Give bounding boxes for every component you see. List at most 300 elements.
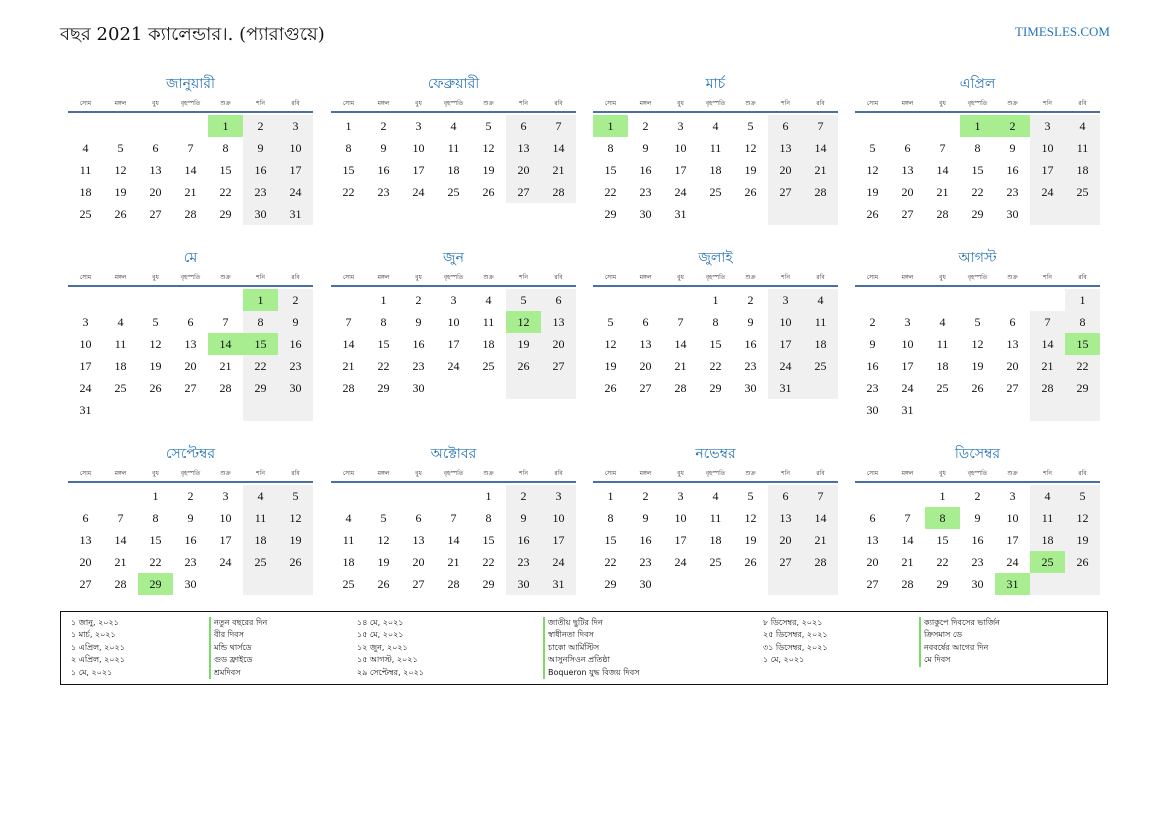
- day-cell[interactable]: 6: [152, 141, 159, 155]
- day-cell[interactable]: 12: [149, 337, 162, 351]
- day-cell[interactable]: 13: [1006, 337, 1019, 351]
- day-cell[interactable]: 26: [971, 381, 984, 395]
- day-cell[interactable]: 18: [709, 533, 722, 547]
- day-cell[interactable]: 8: [380, 315, 387, 329]
- day-cell[interactable]: 21: [674, 359, 687, 373]
- day-cell[interactable]: 29: [709, 381, 722, 395]
- day-cell[interactable]: 6: [82, 511, 89, 525]
- day-cell[interactable]: 19: [506, 333, 541, 355]
- day-cell[interactable]: 14: [541, 137, 576, 159]
- day-cell[interactable]: 11: [709, 511, 722, 525]
- day-cell[interactable]: 5: [1065, 485, 1100, 507]
- day-cell[interactable]: 15: [604, 533, 617, 547]
- day-cell[interactable]: 25: [114, 381, 127, 395]
- day-cell[interactable]: 25: [447, 185, 460, 199]
- day-cell[interactable]: 22: [604, 185, 617, 199]
- day-cell[interactable]: 15: [936, 533, 949, 547]
- day-cell[interactable]: 9: [747, 315, 754, 329]
- day-cell[interactable]: 6: [541, 289, 576, 311]
- day-cell[interactable]: 15: [971, 163, 984, 177]
- day-cell[interactable]: 22: [709, 359, 722, 373]
- day-cell[interactable]: 26: [482, 185, 495, 199]
- day-cell[interactable]: 18: [936, 359, 949, 373]
- day-cell[interactable]: 7: [541, 115, 576, 137]
- day-cell[interactable]: 12: [866, 163, 879, 177]
- day-cell[interactable]: 27: [901, 207, 914, 221]
- day-cell[interactable]: 17: [674, 163, 687, 177]
- day-cell[interactable]: 11: [447, 141, 460, 155]
- day-cell[interactable]: 8: [925, 507, 960, 529]
- day-cell[interactable]: 1: [712, 293, 719, 307]
- day-cell[interactable]: 9: [278, 311, 313, 333]
- day-cell[interactable]: 1: [243, 289, 278, 311]
- day-cell[interactable]: 21: [447, 555, 460, 569]
- day-cell[interactable]: 11: [482, 315, 495, 329]
- day-cell[interactable]: 20: [541, 333, 576, 355]
- day-cell[interactable]: 3: [677, 119, 684, 133]
- day-cell[interactable]: 8: [1065, 311, 1100, 333]
- day-cell[interactable]: 3: [278, 115, 313, 137]
- day-cell[interactable]: 29: [219, 207, 232, 221]
- day-cell[interactable]: 25: [482, 359, 495, 373]
- day-cell[interactable]: 9: [243, 137, 278, 159]
- day-cell[interactable]: 3: [222, 489, 229, 503]
- day-cell[interactable]: 10: [1006, 511, 1019, 525]
- day-cell[interactable]: 27: [506, 181, 541, 203]
- day-cell[interactable]: 14: [114, 533, 127, 547]
- day-cell[interactable]: 8: [345, 141, 352, 155]
- day-cell[interactable]: 5: [506, 289, 541, 311]
- day-cell[interactable]: 1: [345, 119, 352, 133]
- day-cell[interactable]: 23: [639, 555, 652, 569]
- day-cell[interactable]: 20: [866, 555, 879, 569]
- day-cell[interactable]: 7: [677, 315, 684, 329]
- day-cell[interactable]: 4: [117, 315, 124, 329]
- day-cell[interactable]: 7: [939, 141, 946, 155]
- day-cell[interactable]: 4: [1030, 485, 1065, 507]
- day-cell[interactable]: 7: [450, 511, 457, 525]
- day-cell[interactable]: 24: [1006, 555, 1019, 569]
- day-cell[interactable]: 6: [642, 315, 649, 329]
- day-cell[interactable]: 18: [1030, 529, 1065, 551]
- day-cell[interactable]: 7: [222, 315, 229, 329]
- day-cell[interactable]: 11: [342, 533, 355, 547]
- day-cell[interactable]: 30: [971, 577, 984, 591]
- day-cell[interactable]: 25: [709, 185, 722, 199]
- day-cell[interactable]: 21: [1030, 355, 1065, 377]
- day-cell[interactable]: 5: [747, 119, 754, 133]
- day-cell[interactable]: 19: [744, 533, 757, 547]
- day-cell[interactable]: 1: [939, 489, 946, 503]
- day-cell[interactable]: 26: [604, 381, 617, 395]
- day-cell[interactable]: 29: [971, 207, 984, 221]
- day-cell[interactable]: 10: [79, 337, 92, 351]
- day-cell[interactable]: 7: [117, 511, 124, 525]
- day-cell[interactable]: 27: [412, 577, 425, 591]
- day-cell[interactable]: 16: [412, 337, 425, 351]
- day-cell[interactable]: 29: [604, 207, 617, 221]
- day-cell[interactable]: 29: [377, 381, 390, 395]
- day-cell[interactable]: 21: [901, 555, 914, 569]
- day-cell[interactable]: 20: [768, 159, 803, 181]
- day-cell[interactable]: 24: [901, 381, 914, 395]
- day-cell[interactable]: 23: [412, 359, 425, 373]
- day-cell[interactable]: 12: [1065, 507, 1100, 529]
- day-cell[interactable]: 23: [866, 381, 879, 395]
- day-cell[interactable]: 15: [1065, 333, 1100, 355]
- day-cell[interactable]: 3: [450, 293, 457, 307]
- day-cell[interactable]: 23: [506, 551, 541, 573]
- day-cell[interactable]: 1: [208, 115, 243, 137]
- day-cell[interactable]: 23: [1006, 185, 1019, 199]
- day-cell[interactable]: 6: [768, 485, 803, 507]
- day-cell[interactable]: 26: [506, 355, 541, 377]
- day-cell[interactable]: 28: [184, 207, 197, 221]
- day-cell[interactable]: 19: [377, 555, 390, 569]
- day-cell[interactable]: 19: [744, 163, 757, 177]
- day-cell[interactable]: 10: [412, 141, 425, 155]
- day-cell[interactable]: 25: [342, 577, 355, 591]
- day-cell[interactable]: 6: [768, 115, 803, 137]
- day-cell[interactable]: 10: [278, 137, 313, 159]
- day-cell[interactable]: 30: [412, 381, 425, 395]
- day-cell[interactable]: 30: [866, 403, 879, 417]
- day-cell[interactable]: 18: [243, 529, 278, 551]
- day-cell[interactable]: 9: [380, 141, 387, 155]
- day-cell[interactable]: 19: [604, 359, 617, 373]
- site-link[interactable]: TIMESLES.COM: [1015, 24, 1110, 39]
- day-cell[interactable]: 27: [184, 381, 197, 395]
- day-cell[interactable]: 14: [342, 337, 355, 351]
- day-cell[interactable]: 26: [114, 207, 127, 221]
- day-cell[interactable]: 11: [1030, 507, 1065, 529]
- day-cell[interactable]: 21: [114, 555, 127, 569]
- day-cell[interactable]: 16: [184, 533, 197, 547]
- day-cell[interactable]: 11: [243, 507, 278, 529]
- day-cell[interactable]: 1: [607, 489, 614, 503]
- day-cell[interactable]: 27: [768, 181, 803, 203]
- day-cell[interactable]: 28: [219, 381, 232, 395]
- day-cell[interactable]: 2: [642, 119, 649, 133]
- day-cell[interactable]: 14: [803, 507, 838, 529]
- day-cell[interactable]: 15: [149, 533, 162, 547]
- day-cell[interactable]: 1: [380, 293, 387, 307]
- day-cell[interactable]: 8: [712, 315, 719, 329]
- day-cell[interactable]: 18: [482, 337, 495, 351]
- day-cell[interactable]: 5: [607, 315, 614, 329]
- day-cell[interactable]: 7: [345, 315, 352, 329]
- day-cell[interactable]: 13: [866, 533, 879, 547]
- day-cell[interactable]: 20: [79, 555, 92, 569]
- day-cell[interactable]: 23: [243, 181, 278, 203]
- day-cell[interactable]: 20: [768, 529, 803, 551]
- day-cell[interactable]: 9: [642, 511, 649, 525]
- day-cell[interactable]: 17: [1030, 159, 1065, 181]
- day-cell[interactable]: 8: [974, 141, 981, 155]
- day-cell[interactable]: 24: [447, 359, 460, 373]
- day-cell[interactable]: 23: [377, 185, 390, 199]
- day-cell[interactable]: 11: [936, 337, 949, 351]
- day-cell[interactable]: 21: [342, 359, 355, 373]
- day-cell[interactable]: 10: [219, 511, 232, 525]
- day-cell[interactable]: 25: [803, 355, 838, 377]
- day-cell[interactable]: 6: [506, 115, 541, 137]
- day-cell[interactable]: 15: [377, 337, 390, 351]
- day-cell[interactable]: 9: [1009, 141, 1016, 155]
- day-cell[interactable]: 3: [904, 315, 911, 329]
- day-cell[interactable]: 29: [138, 573, 173, 595]
- day-cell[interactable]: 31: [768, 377, 803, 399]
- day-cell[interactable]: 17: [901, 359, 914, 373]
- day-cell[interactable]: 16: [866, 359, 879, 373]
- day-cell[interactable]: 24: [674, 185, 687, 199]
- day-cell[interactable]: 11: [79, 163, 92, 177]
- day-cell[interactable]: 13: [768, 507, 803, 529]
- day-cell[interactable]: 1: [960, 115, 995, 137]
- day-cell[interactable]: 17: [278, 159, 313, 181]
- day-cell[interactable]: 14: [208, 333, 243, 355]
- day-cell[interactable]: 4: [803, 289, 838, 311]
- day-cell[interactable]: 17: [447, 337, 460, 351]
- day-cell[interactable]: 12: [482, 141, 495, 155]
- day-cell[interactable]: 16: [1006, 163, 1019, 177]
- day-cell[interactable]: 20: [1006, 359, 1019, 373]
- day-cell[interactable]: 24: [674, 555, 687, 569]
- day-cell[interactable]: 14: [184, 163, 197, 177]
- day-cell[interactable]: 25: [1030, 551, 1065, 573]
- day-cell[interactable]: 23: [278, 355, 313, 377]
- day-cell[interactable]: 30: [639, 207, 652, 221]
- day-cell[interactable]: 15: [243, 333, 278, 355]
- day-cell[interactable]: 20: [901, 185, 914, 199]
- day-cell[interactable]: 18: [803, 333, 838, 355]
- day-cell[interactable]: 6: [187, 315, 194, 329]
- day-cell[interactable]: 7: [803, 115, 838, 137]
- day-cell[interactable]: 16: [971, 533, 984, 547]
- day-cell[interactable]: 4: [712, 119, 719, 133]
- day-cell[interactable]: 27: [1006, 381, 1019, 395]
- day-cell[interactable]: 27: [639, 381, 652, 395]
- day-cell[interactable]: 21: [219, 359, 232, 373]
- day-cell[interactable]: 14: [901, 533, 914, 547]
- day-cell[interactable]: 25: [709, 555, 722, 569]
- day-cell[interactable]: 24: [219, 555, 232, 569]
- day-cell[interactable]: 16: [639, 533, 652, 547]
- day-cell[interactable]: 10: [901, 337, 914, 351]
- day-cell[interactable]: 23: [744, 359, 757, 373]
- day-cell[interactable]: 27: [541, 355, 576, 377]
- day-cell[interactable]: 5: [974, 315, 981, 329]
- day-cell[interactable]: 9: [415, 315, 422, 329]
- day-cell[interactable]: 23: [639, 185, 652, 199]
- day-cell[interactable]: 30: [744, 381, 757, 395]
- day-cell[interactable]: 1: [152, 489, 159, 503]
- day-cell[interactable]: 13: [79, 533, 92, 547]
- day-cell[interactable]: 11: [803, 311, 838, 333]
- day-cell[interactable]: 12: [506, 311, 541, 333]
- day-cell[interactable]: 8: [607, 141, 614, 155]
- day-cell[interactable]: 15: [604, 163, 617, 177]
- day-cell[interactable]: 27: [866, 577, 879, 591]
- day-cell[interactable]: 28: [342, 381, 355, 395]
- day-cell[interactable]: 1: [1065, 289, 1100, 311]
- day-cell[interactable]: 5: [380, 511, 387, 525]
- day-cell[interactable]: 15: [709, 337, 722, 351]
- day-cell[interactable]: 19: [1065, 529, 1100, 551]
- day-cell[interactable]: 14: [803, 137, 838, 159]
- day-cell[interactable]: 31: [541, 573, 576, 595]
- day-cell[interactable]: 2: [415, 293, 422, 307]
- day-cell[interactable]: 20: [506, 159, 541, 181]
- day-cell[interactable]: 22: [377, 359, 390, 373]
- day-cell[interactable]: 13: [149, 163, 162, 177]
- day-cell[interactable]: 30: [243, 203, 278, 225]
- day-cell[interactable]: 26: [377, 577, 390, 591]
- day-cell[interactable]: 18: [447, 163, 460, 177]
- day-cell[interactable]: 7: [1030, 311, 1065, 333]
- day-cell[interactable]: 28: [674, 381, 687, 395]
- day-cell[interactable]: 2: [974, 489, 981, 503]
- day-cell[interactable]: 16: [377, 163, 390, 177]
- day-cell[interactable]: 21: [803, 159, 838, 181]
- day-cell[interactable]: 5: [278, 485, 313, 507]
- day-cell[interactable]: 27: [149, 207, 162, 221]
- day-cell[interactable]: 25: [1065, 181, 1100, 203]
- day-cell[interactable]: 10: [541, 507, 576, 529]
- day-cell[interactable]: 9: [187, 511, 194, 525]
- day-cell[interactable]: 27: [79, 577, 92, 591]
- day-cell[interactable]: 5: [152, 315, 159, 329]
- day-cell[interactable]: 5: [747, 489, 754, 503]
- day-cell[interactable]: 20: [184, 359, 197, 373]
- day-cell[interactable]: 4: [345, 511, 352, 525]
- day-cell[interactable]: 20: [149, 185, 162, 199]
- day-cell[interactable]: 11: [114, 337, 127, 351]
- day-cell[interactable]: 17: [79, 359, 92, 373]
- day-cell[interactable]: 26: [744, 185, 757, 199]
- day-cell[interactable]: 12: [971, 337, 984, 351]
- day-cell[interactable]: 15: [219, 163, 232, 177]
- day-cell[interactable]: 2: [642, 489, 649, 503]
- day-cell[interactable]: 7: [803, 485, 838, 507]
- day-cell[interactable]: 17: [219, 533, 232, 547]
- day-cell[interactable]: 18: [79, 185, 92, 199]
- day-cell[interactable]: 11: [1065, 137, 1100, 159]
- day-cell[interactable]: 2: [380, 119, 387, 133]
- day-cell[interactable]: 5: [485, 119, 492, 133]
- day-cell[interactable]: 31: [278, 203, 313, 225]
- day-cell[interactable]: 8: [152, 511, 159, 525]
- day-cell[interactable]: 22: [1065, 355, 1100, 377]
- day-cell[interactable]: 13: [768, 137, 803, 159]
- day-cell[interactable]: 24: [79, 381, 92, 395]
- day-cell[interactable]: 1: [485, 489, 492, 503]
- day-cell[interactable]: 6: [869, 511, 876, 525]
- day-cell[interactable]: 17: [768, 333, 803, 355]
- day-cell[interactable]: 13: [541, 311, 576, 333]
- day-cell[interactable]: 3: [1030, 115, 1065, 137]
- day-cell[interactable]: 24: [768, 355, 803, 377]
- day-cell[interactable]: 28: [936, 207, 949, 221]
- day-cell[interactable]: 14: [447, 533, 460, 547]
- day-cell[interactable]: 28: [541, 181, 576, 203]
- day-cell[interactable]: 31: [79, 403, 92, 417]
- day-cell[interactable]: 7: [904, 511, 911, 525]
- day-cell[interactable]: 18: [342, 555, 355, 569]
- day-cell[interactable]: 18: [709, 163, 722, 177]
- day-cell[interactable]: 3: [415, 119, 422, 133]
- day-cell[interactable]: 11: [709, 141, 722, 155]
- day-cell[interactable]: 10: [447, 315, 460, 329]
- day-cell[interactable]: 30: [278, 377, 313, 399]
- day-cell[interactable]: 16: [744, 337, 757, 351]
- day-cell[interactable]: 14: [1030, 333, 1065, 355]
- day-cell[interactable]: 8: [607, 511, 614, 525]
- day-cell[interactable]: 29: [243, 377, 278, 399]
- day-cell[interactable]: 4: [939, 315, 946, 329]
- day-cell[interactable]: 28: [114, 577, 127, 591]
- day-cell[interactable]: 9: [974, 511, 981, 525]
- day-cell[interactable]: 30: [184, 577, 197, 591]
- day-cell[interactable]: 22: [936, 555, 949, 569]
- day-cell[interactable]: 29: [482, 577, 495, 591]
- day-cell[interactable]: 19: [971, 359, 984, 373]
- day-cell[interactable]: 4: [485, 293, 492, 307]
- day-cell[interactable]: 19: [866, 185, 879, 199]
- day-cell[interactable]: 16: [278, 333, 313, 355]
- day-cell[interactable]: 28: [1030, 377, 1065, 399]
- day-cell[interactable]: 2: [506, 485, 541, 507]
- day-cell[interactable]: 30: [1006, 207, 1019, 221]
- day-cell[interactable]: 12: [377, 533, 390, 547]
- day-cell[interactable]: 6: [415, 511, 422, 525]
- day-cell[interactable]: 9: [642, 141, 649, 155]
- day-cell[interactable]: 27: [768, 551, 803, 573]
- day-cell[interactable]: 18: [1065, 159, 1100, 181]
- day-cell[interactable]: 12: [114, 163, 127, 177]
- day-cell[interactable]: 10: [674, 141, 687, 155]
- day-cell[interactable]: 4: [1065, 115, 1100, 137]
- day-cell[interactable]: 14: [936, 163, 949, 177]
- day-cell[interactable]: 19: [149, 359, 162, 373]
- day-cell[interactable]: 3: [1009, 489, 1016, 503]
- day-cell[interactable]: 20: [639, 359, 652, 373]
- day-cell[interactable]: 25: [243, 551, 278, 573]
- day-cell[interactable]: 3: [677, 489, 684, 503]
- day-cell[interactable]: 24: [1030, 181, 1065, 203]
- day-cell[interactable]: 21: [541, 159, 576, 181]
- day-cell[interactable]: 16: [639, 163, 652, 177]
- day-cell[interactable]: 26: [744, 555, 757, 569]
- day-cell[interactable]: 15: [342, 163, 355, 177]
- day-cell[interactable]: 31: [995, 573, 1030, 595]
- day-cell[interactable]: 23: [184, 555, 197, 569]
- day-cell[interactable]: 28: [901, 577, 914, 591]
- day-cell[interactable]: 24: [541, 551, 576, 573]
- day-cell[interactable]: 29: [1065, 377, 1100, 399]
- day-cell[interactable]: 21: [936, 185, 949, 199]
- day-cell[interactable]: 14: [674, 337, 687, 351]
- day-cell[interactable]: 2: [243, 115, 278, 137]
- day-cell[interactable]: 28: [803, 551, 838, 573]
- day-cell[interactable]: 9: [506, 507, 541, 529]
- day-cell[interactable]: 22: [604, 555, 617, 569]
- day-cell[interactable]: 3: [82, 315, 89, 329]
- day-cell[interactable]: 25: [79, 207, 92, 221]
- day-cell[interactable]: 22: [219, 185, 232, 199]
- day-cell[interactable]: 5: [869, 141, 876, 155]
- day-cell[interactable]: 2: [995, 115, 1030, 137]
